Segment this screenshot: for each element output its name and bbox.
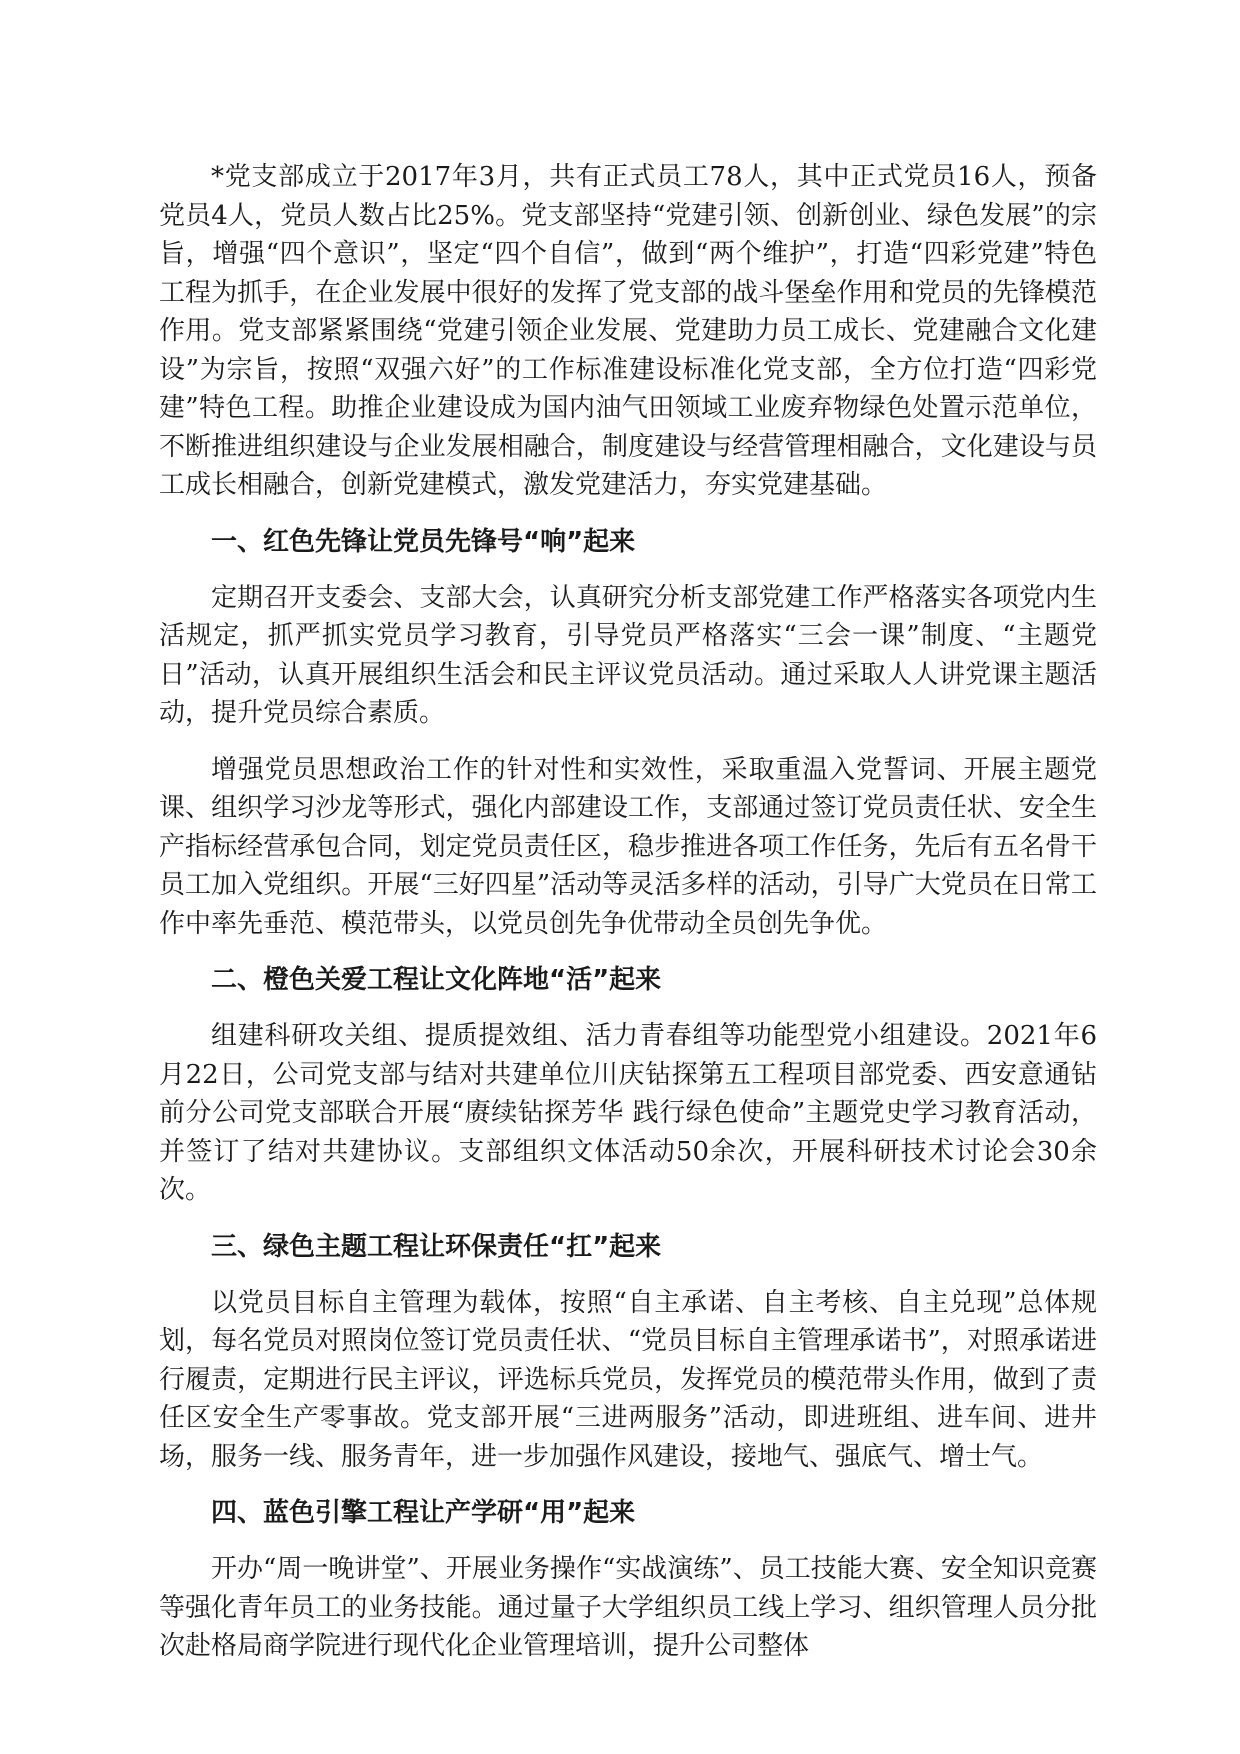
section-green-theme bbox=[159, 1228, 1097, 1477]
section-heading: 一、红色先锋让党员先锋号“响”起来 bbox=[211, 526, 636, 557]
section-red-vanguard bbox=[159, 523, 1097, 944]
section-heading: 三、绿色主题工程让环保责任“扛”起来 bbox=[211, 1231, 662, 1262]
section-paragraph: 定期召开支委会、支部大会，认真研究分析支部党建工作严格落实各项党内生活规定，抓严抓实党员学习教育，引导党员严格落实“三会一课”制度、“主题党日”活动，认真开展组织生活会和民主评议党员活动。通过采取人人讲党课主题活动，提升党员综合素质。 bbox=[159, 582, 1097, 728]
section-orange-care bbox=[159, 961, 1097, 1210]
section-paragraph: 开办“周一晚讲堂”、开展业务操作“实战演练”、员工技能大赛、安全知识竞赛等强化青年员工的业务技能。通过量子大学组织员工线上学习、组织管理人员分批次赴格局商学院进行现代化企业管理培训，提升公司整体 bbox=[159, 1554, 1097, 1661]
intro-paragraph: *党支部成立于2017年3月，共有正式员工78人，其中正式党员16人，预备党员4人，党员人数占比25%。党支部坚持“党建引领、创新创业、绿色发展”的宗旨，增强“四个意识”，坚定“四个自信”，做到“两个维护”，打造“四彩党建”特色工程为抓手，在企业发展中很好的发挥了党支部的战斗堡垒作用和党员的先锋模范作用。党支部紧紧围绕“党建引领企业发展、党建助力员工成长、党建融合文化建设”为宗旨，按照“双强六好”的工作标准建设标准化党支部，全方位打造“四彩党建”特色工程。助推企业建设成为国内油气田领域工业废弃物绿色处置示范单位，不断推进组织建设与企业发展相融合，制度建设与经营管理相融合，文化建设与员工成长相融合，创新党建模式，激发党建活力，夯实党建基础。 bbox=[159, 162, 1097, 500]
section-paragraph: 组建科研攻关组、提质提效组、活力青春组等功能型党小组建设。2021年6月22日，公司党支部与结对共建单位川庆钻探第五工程项目部党委、西安意通钻前分公司党支部联合开展“赓续钻探芳华 践行绿色使命”主题党史学习教育活动，并签订了结对共建协议。支部组织文体活动50余次，开展科研技术讨论会30余次。 bbox=[159, 1021, 1097, 1205]
section-heading: 四、蓝色引擎工程让产学研“用”起来 bbox=[211, 1498, 636, 1528]
section-paragraph: 增强党员思想政治工作的针对性和实效性，采取重温入党誓词、开展主题党课、组织学习沙龙等形式，强化内部建设工作，支部通过签订党员责任状、安全生产指标经营承包合同，划定党员责任区，稳步推进各项工作任务，先后有五名骨干员工加入党组织。开展“三好四星”活动等灵活多样的活动，引导广大党员在日常工作中率先垂范、模范带头，以党员创先争优带动全员创先争优。 bbox=[159, 754, 1097, 939]
section-heading: 二、橙色关爱工程让文化阵地“活”起来 bbox=[211, 965, 662, 995]
section-blue-engine bbox=[159, 1494, 1097, 1666]
section-paragraph: 以党员目标自主管理为载体，按照“自主承诺、自主考核、自主兑现”总体规划，每名党员对照岗位签订党员责任状、“党员目标自主管理承诺书”，对照承诺进行履责，定期进行民主评议，评选标兵党员，发挥党员的模范带头作用，做到了责任区安全生产零事故。党支部开展“三进两服务”活动，即进班组、进车间、进井场，服务一线、服务青年，进一步加强作风建设，接地气、强底气、增士气。 bbox=[159, 1287, 1097, 1472]
